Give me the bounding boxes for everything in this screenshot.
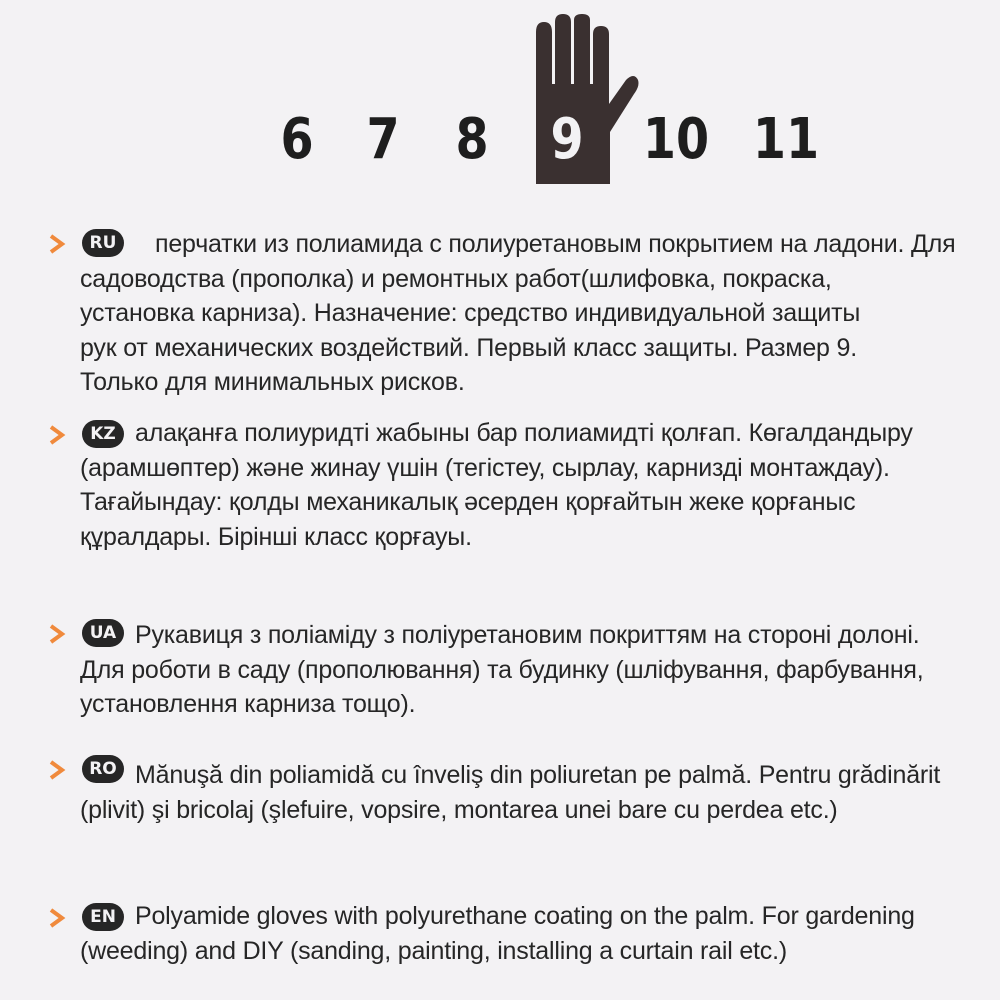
chevron-right-icon xyxy=(47,759,69,781)
language-badge: RO xyxy=(82,755,124,783)
text-line: (арамшөптер) және жинау үшін (тегістеу, сырлау, карнизді монтаждау). xyxy=(80,453,890,482)
language-badge: KZ xyxy=(82,420,124,448)
size-10: 10 xyxy=(642,107,710,172)
text-line: Для роботи в саду (прополювання) та будинку (шліфування, фарбування, xyxy=(80,655,924,684)
size-11: 11 xyxy=(752,107,820,172)
text-line: рук от механических воздействий. Первый класс защиты. Размер 9. xyxy=(80,333,857,362)
text-line: установка карниза). Назначение: средство индивидуальной защиты xyxy=(80,299,861,327)
chevron-right-icon xyxy=(47,424,69,446)
size-chart xyxy=(0,0,1000,185)
size-6: 6 xyxy=(280,107,314,172)
chevron-right-icon xyxy=(47,907,69,929)
size-8: 8 xyxy=(455,107,489,172)
language-badge: UA xyxy=(82,619,124,647)
text-line: (plivit) şi bricolaj (şlefuire, vopsire, montarea unei bare cu perdea etc.) xyxy=(80,795,838,824)
language-badge: RU xyxy=(82,229,124,257)
size-7: 7 xyxy=(366,107,400,172)
text-line: құралдары. Бірінші класс қорғауы. xyxy=(80,522,472,551)
section-kz xyxy=(80,416,950,554)
text-line: Mănuşă din poliamidă cu înveliş din poliuretan pe palmă. Pentru grădinărit xyxy=(135,761,941,789)
chevron-right-icon xyxy=(47,233,69,255)
size-9-selected: 9 xyxy=(550,107,584,172)
text-line: (weeding) and DIY (sanding, painting, installing a curtain rail etc.) xyxy=(80,936,787,965)
chevron-right-icon xyxy=(47,623,69,645)
section-ua xyxy=(80,618,950,722)
section-en xyxy=(80,899,950,968)
section-ro xyxy=(80,758,950,827)
text-line: установлення карниза тощо). xyxy=(80,690,416,718)
text-line: садоводства (прополка) и ремонтных работ(шлифовка, покраска, xyxy=(80,264,832,293)
language-badge: EN xyxy=(82,903,124,931)
text-line: Тағайындау: қолды механикалық әсерден қорғайтын жеке қорғаныс xyxy=(80,488,856,516)
text-line: Рукавиця з поліаміду з поліуретановим покриттям на стороні долоні. xyxy=(135,621,920,649)
text-line: перчатки из полиамида с полиуретановым покрытием на ладони. Для xyxy=(155,230,956,258)
text-line: Только для минимальных рисков. xyxy=(80,368,465,396)
text-line: алақанға полиуридті жабыны бар полиамидті қолғап. Көгалдандыру xyxy=(135,419,913,447)
text-line: Polyamide gloves with polyurethane coating on the palm. For gardening xyxy=(135,902,915,930)
section-ru xyxy=(80,227,956,400)
